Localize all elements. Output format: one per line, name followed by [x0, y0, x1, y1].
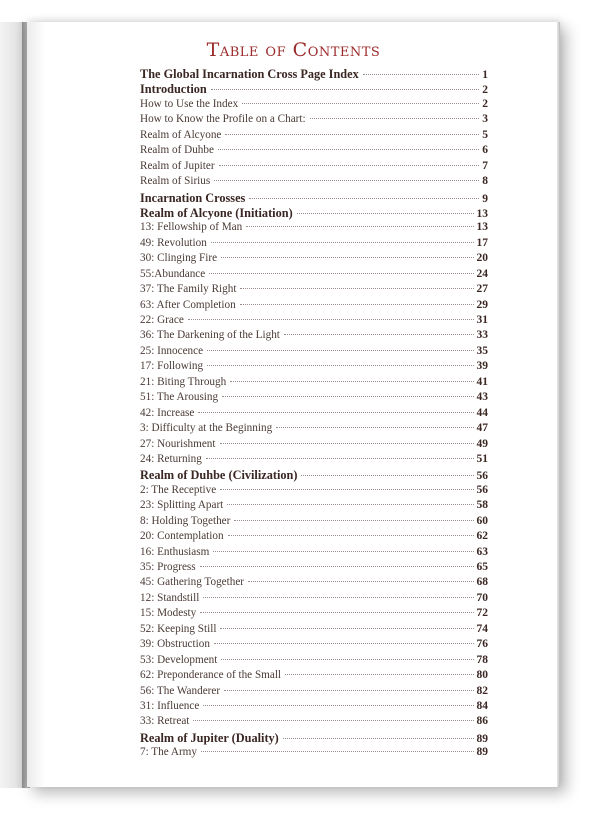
toc-entry-page-number: 72: [476, 607, 488, 620]
toc-entry-label: 7: The Army: [140, 746, 197, 759]
dot-leader: [234, 520, 473, 521]
toc-entry-label: 31: Influence: [140, 699, 200, 712]
dot-leader: [211, 242, 474, 243]
toc-entry-label: 45: Gathering Together: [140, 576, 245, 589]
toc-entry[interactable]: [140, 592, 488, 607]
toc-entry-page-number: 35: [476, 344, 488, 357]
toc-entry-page-number: 74: [476, 622, 488, 635]
dot-leader: [206, 458, 474, 459]
toc-entry-page-number: 58: [476, 499, 488, 512]
dot-leader: [219, 165, 480, 166]
toc-entry[interactable]: [140, 283, 488, 298]
toc-entry[interactable]: [140, 669, 488, 684]
toc-entry[interactable]: [140, 144, 488, 159]
toc-entry-page-number: 76: [476, 638, 488, 651]
toc-entry-label: Incarnation Crosses: [140, 190, 246, 205]
dot-leader: [203, 705, 473, 706]
toc-entry[interactable]: [140, 268, 488, 283]
page-title: Table of Contents: [206, 39, 381, 61]
toc-entry-label: 15: Modesty: [140, 607, 197, 620]
toc-entry-page-number: 82: [476, 684, 488, 697]
toc-entry-page-number: 3: [482, 113, 488, 126]
toc-entry-page-number: 24: [476, 267, 488, 280]
toc-entry-label: 27: Nourishment: [140, 437, 216, 450]
toc-entry-page-number: 84: [476, 699, 488, 712]
toc-entry-page-number: 44: [476, 406, 488, 419]
dot-leader: [198, 412, 473, 413]
toc-entry-page-number: 80: [476, 669, 488, 682]
dot-leader: [203, 597, 473, 598]
toc-entry[interactable]: [140, 407, 488, 422]
dot-leader: [220, 628, 473, 629]
dot-leader: [214, 643, 474, 644]
toc-entry-label: 3: Difficulty at the Beginning: [140, 422, 273, 435]
toc-entry-label: Realm of Alcyone: [140, 128, 222, 141]
toc-section-heading[interactable]: [140, 191, 488, 206]
toc-entry-label: 25: Innocence: [140, 344, 204, 357]
toc-entry-label: Realm of Duhbe (Civilization): [140, 468, 298, 483]
toc-entry-label: 20: Contemplation: [140, 530, 224, 543]
toc-entry[interactable]: [140, 175, 488, 190]
toc-entry-label: Realm of Alcyone (Initiation): [140, 205, 293, 220]
toc-entry[interactable]: [140, 329, 488, 344]
toc-entry-label: Introduction: [140, 82, 207, 97]
toc-entry[interactable]: [140, 391, 488, 406]
toc-entry-page-number: 7: [482, 159, 488, 172]
dot-leader: [283, 738, 474, 739]
toc-entry-page-number: 70: [476, 591, 488, 604]
toc-section-heading[interactable]: [140, 206, 488, 221]
toc-entry-label: 30: Clinging Fire: [140, 252, 218, 265]
dot-leader: [240, 304, 474, 305]
toc-entry-label: 49: Revolution: [140, 236, 207, 249]
toc-entry-page-number: 20: [476, 252, 488, 265]
toc-entry[interactable]: [140, 685, 488, 700]
toc-entry[interactable]: [140, 345, 488, 360]
toc-entry[interactable]: [140, 715, 488, 730]
dot-leader: [218, 149, 479, 150]
dot-leader: [297, 213, 474, 214]
toc-entry-label: 2: The Receptive: [140, 483, 217, 496]
toc-entry-page-number: 60: [476, 514, 488, 527]
toc-entry-label: How to Know the Profile on a Chart:: [140, 113, 306, 126]
toc-entry-label: 42: Increase: [140, 406, 195, 419]
dot-leader: [214, 180, 479, 181]
toc-entry-page-number: 2: [482, 84, 488, 97]
dot-leader: [310, 118, 480, 119]
toc-entry-page-number: 56: [476, 470, 488, 483]
toc-section-heading[interactable]: [140, 468, 488, 483]
toc-entry-page-number: 41: [476, 375, 488, 388]
toc-entry-label: 24: Returning: [140, 452, 202, 465]
toc-entry[interactable]: [140, 299, 488, 314]
toc-entry[interactable]: [140, 221, 488, 236]
toc-entry[interactable]: [140, 746, 488, 761]
toc-entry-label: 35: Progress: [140, 561, 196, 573]
toc-entry[interactable]: [140, 561, 488, 576]
dot-leader: [207, 350, 473, 351]
toc-entry-label: 16: Enthusiasm: [140, 545, 210, 558]
dot-leader: [188, 319, 474, 320]
toc-entry[interactable]: [140, 453, 488, 468]
dot-leader: [248, 581, 473, 582]
dot-leader: [224, 690, 473, 691]
toc-entry[interactable]: [140, 515, 488, 530]
toc-entry-label: 36: The Darkening of the Light: [140, 329, 280, 342]
toc-entry-label: 33: Retreat: [140, 715, 190, 728]
toc-entry-page-number: 49: [476, 437, 488, 450]
dot-leader: [207, 365, 473, 366]
dot-leader: [285, 674, 473, 675]
toc-entry[interactable]: [140, 607, 488, 622]
toc-entry[interactable]: [140, 438, 488, 453]
toc-entry[interactable]: [140, 113, 488, 128]
toc-entry[interactable]: [140, 314, 488, 329]
toc-entry-page-number: 2: [482, 97, 488, 110]
toc-entry-page-number: 86: [476, 715, 488, 728]
toc-entry-page-number: 33: [476, 329, 488, 342]
toc-entry[interactable]: [140, 360, 488, 375]
toc-entry-label: The Global Incarnation Cross Page Index: [140, 67, 359, 81]
toc-entry[interactable]: [140, 129, 488, 144]
toc-entry-label: 53: Development: [140, 653, 218, 666]
dot-leader: [209, 273, 473, 274]
toc-entry-label: How to Use the Index: [140, 97, 239, 110]
toc-entry-page-number: 6: [482, 144, 488, 157]
toc-entry[interactable]: [140, 376, 488, 391]
dot-leader: [220, 443, 474, 444]
toc-entry-label: 12: Standstill: [140, 591, 200, 604]
toc-entry-page-number: 29: [476, 298, 488, 311]
toc-entry-page-number: 5: [482, 128, 488, 141]
toc-entry[interactable]: [140, 546, 488, 561]
toc-entry-page-number: 31: [476, 314, 488, 326]
toc-entry-page-number: 9: [482, 192, 488, 205]
dot-leader: [249, 198, 479, 199]
toc-entry[interactable]: [140, 484, 488, 499]
dot-leader: [227, 504, 473, 505]
toc-entry-page-number: 13: [476, 221, 488, 234]
dot-leader: [284, 334, 474, 335]
dot-leader: [276, 427, 473, 428]
toc-entry-page-number: 27: [476, 283, 488, 296]
dot-leader: [240, 288, 473, 289]
toc-entry[interactable]: [140, 530, 488, 545]
toc-entry-page-number: 89: [476, 732, 488, 745]
toc-section-heading[interactable]: [140, 731, 488, 746]
toc-entry-page-number: 65: [476, 561, 488, 573]
toc-entry-page-number: 8: [482, 175, 488, 188]
dot-leader: [363, 74, 480, 75]
toc-entry-label: 17: Following: [140, 360, 204, 373]
toc-entry[interactable]: [140, 98, 488, 113]
dot-leader: [301, 475, 473, 476]
dot-leader: [193, 720, 473, 721]
toc-entry-label: 22: Grace: [140, 314, 184, 326]
toc-entry[interactable]: [140, 160, 488, 175]
toc-entry-page-number: 56: [476, 483, 488, 496]
table-of-contents: [140, 67, 488, 762]
toc-entry-label: 63: After Completion: [140, 298, 236, 311]
toc-section-heading[interactable]: [140, 82, 488, 97]
dot-leader: [246, 226, 473, 227]
toc-entry[interactable]: [140, 576, 488, 591]
toc-entry-label: Realm of Sirius: [140, 175, 211, 188]
toc-entry-label: Realm of Jupiter (Duality): [140, 730, 279, 745]
toc-entry-label: 37: The Family Right: [140, 283, 237, 296]
toc-entry-label: 8: Holding Together: [140, 514, 231, 527]
toc-entry-page-number: 63: [476, 545, 488, 558]
toc-entry-label: Realm of Jupiter: [140, 159, 215, 172]
dot-leader: [221, 257, 473, 258]
toc-entry[interactable]: [140, 623, 488, 638]
toc-entry[interactable]: [140, 700, 488, 715]
dot-leader: [200, 612, 473, 613]
toc-entry-page-number: 47: [476, 422, 488, 435]
toc-entry-label: 21: Biting Through: [140, 375, 227, 388]
toc-entry-label: 51: The Arousing: [140, 391, 219, 404]
toc-entry-page-number: 78: [476, 653, 488, 666]
toc-entry-page-number: 39: [476, 360, 488, 373]
toc-entry-page-number: 89: [476, 746, 488, 759]
dot-leader: [242, 103, 479, 104]
toc-entry-page-number: 62: [476, 530, 488, 543]
toc-entry-label: 13: Fellowship of Man: [140, 221, 243, 234]
dot-leader: [222, 396, 473, 397]
toc-entry-page-number: 13: [476, 207, 488, 220]
toc-entry[interactable]: [140, 237, 488, 252]
book-page: [27, 22, 560, 787]
dot-leader: [225, 134, 479, 135]
dot-leader: [201, 751, 474, 752]
dot-leader: [221, 659, 473, 660]
toc-entry-page-number: 43: [476, 391, 488, 404]
toc-entry[interactable]: [140, 638, 488, 653]
toc-entry[interactable]: [140, 422, 488, 437]
dot-leader: [228, 535, 474, 536]
dot-leader: [211, 89, 480, 90]
toc-entry-page-number: 17: [476, 236, 488, 249]
dot-leader: [213, 551, 473, 552]
dot-leader: [200, 566, 474, 567]
toc-section-heading[interactable]: [140, 67, 488, 82]
toc-entry-page-number: 68: [476, 576, 488, 589]
toc-entry-label: 39: Obstruction: [140, 638, 210, 651]
toc-entry-label: Realm of Duhbe: [140, 144, 214, 157]
toc-entry-page-number: 1: [482, 69, 488, 81]
toc-entry-label: 23: Splitting Apart: [140, 499, 224, 512]
toc-entry[interactable]: [140, 499, 488, 514]
toc-entry-label: 55:Abundance: [140, 267, 206, 280]
toc-entry-label: 52: Keeping Still: [140, 622, 217, 635]
dot-leader: [220, 489, 473, 490]
toc-entry-page-number: 51: [476, 452, 488, 465]
dot-leader: [230, 381, 473, 382]
toc-entry-label: 56: The Wanderer: [140, 684, 221, 697]
toc-entry-label: 62: Preponderance of the Small: [140, 669, 282, 682]
toc-entry[interactable]: [140, 654, 488, 669]
toc-entry[interactable]: [140, 252, 488, 267]
